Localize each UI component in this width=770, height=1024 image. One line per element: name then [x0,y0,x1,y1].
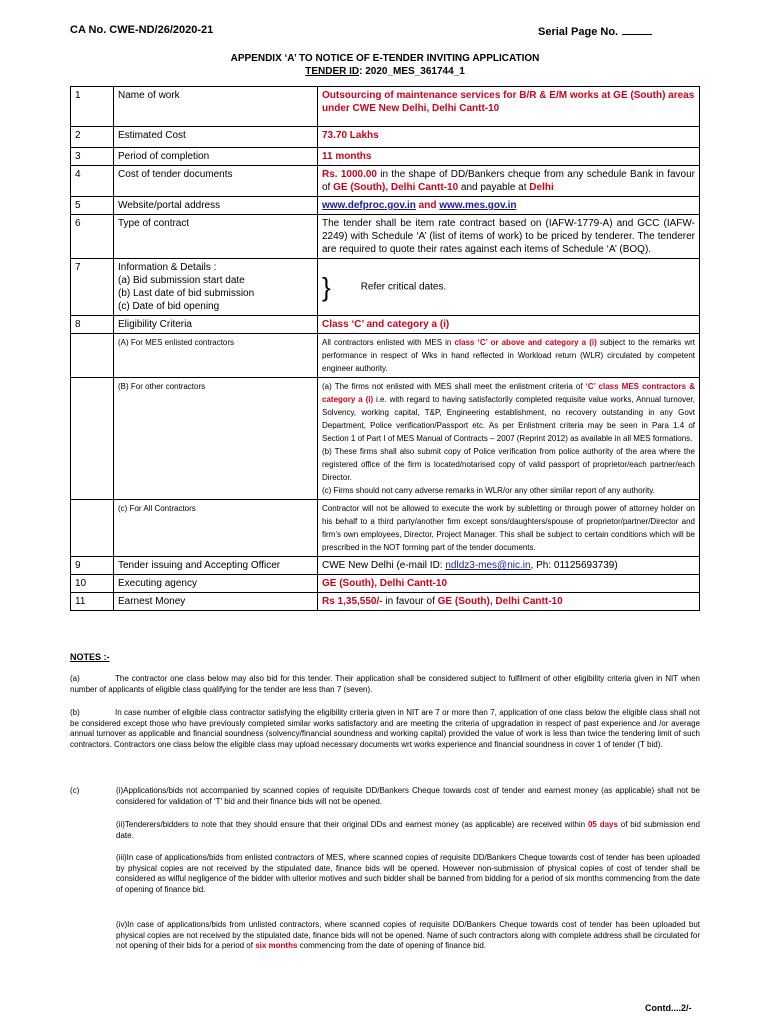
earnest-money: Rs 1,35,550/- in favour of GE (South), Delhi Cantt-10 [318,593,700,611]
eligibility-criteria: Class ‘C’ and category a (i) [318,316,700,334]
table-row: 6 Type of contract The tender shall be item rate contract based on (IAFW-1779-A) and GCC (IAFW-2249) with Schedule ‘A’ (list of items of work) to be priced by tenderer. The tenderer are required to quote their rates against each items of Schedule ‘A’ (BOQ). [71,215,700,259]
serial-page-number: Serial Page No. [538,24,652,38]
executing-agency: GE (South), Delhi Cantt-10 [318,575,700,593]
brace-icon: } [322,272,331,302]
ca-number: CA No. CWE-ND/26/2020-21 [70,24,214,36]
critical-dates: } Refer critical dates. [318,259,700,316]
name-of-work: Outsourcing of maintenance services for B/R & E/M works at GE (South) areas under CWE New Delhi, Delhi Cantt-10 [318,87,700,127]
table-row: 2 Estimated Cost 73.70 Lakhs [71,127,700,148]
note-b: (b) In case number of eligible class contractor satisfying the eligibility criteria given in NIT are 7 or more than 7, application of one class below the eligible class shall not be considered except those who have previously completed similar works satisfactory and are meeting the criteria of upgradation in respect of past experience and /or average annual turnover as applicable and financial soundness (solvency/financial soundness and working capital) provided the value of work is less than twice the tendering limit of such contractors. Contractors one class below the eligible class may upload necessary documents wrt works experience and financial soundness in cover 1 of tender (T bid). [70,708,700,749]
mes-link[interactable]: www.mes.gov.in [439,200,517,211]
note-c-i: (i)Applications/bids not accompanied by scanned copies of requisite DD/Bankers Cheque towards cost of tender and earnest money (as applicable) shall not be considered for validation of ‘T’ bid and their finance bids will not be opened. [116,786,700,806]
serial-blank [622,24,652,35]
table-row: 10 Executing agency GE (South), Delhi Cantt-10 [71,575,700,593]
table-row: 1 Name of work Outsourcing of maintenance services for B/R & E/M works at GE (South) areas under CWE New Delhi, Delhi Cantt-10 [71,87,700,127]
tender-id: TENDER ID: 2020_MES_361744_1 [305,66,465,77]
mes-enlisted-criteria: All contractors enlisted with MES in class ‘C’ or above and category a (i) subject to the remarks wrt performance in respect of Wks in hand reflected in Workload return (WLR) circulated by competent engineer authority. [318,334,700,378]
note-c-iii: (iii)In case of applications/bids from enlisted contractors of MES, where scanned copies of requisite DD/Bankers Cheque towards cost of tender has been uploaded by physical copies are not received by the stipulated date, finance bids will be opened. However non-submission of physical copies of cost of tender shall be considered as wilful negligence of the bidder with ulterior motives and such bidder shall be banned from bidding for a period of six months commencing from the date of opening of finance bid. [116,853,700,894]
notes-heading: NOTES :- [70,652,110,662]
cost-of-tender-documents: Rs. 1000.00 in the shape of DD/Bankers cheque from any schedule Bank in favour of GE (South), Delhi Cantt-10 and payable at Delhi [318,166,700,197]
tender-details-table [70,86,700,611]
accepting-officer: CWE New Delhi (e-mail ID: ndldz3-mes@nic.in, Ph: 01125693739) [318,557,700,575]
estimated-cost: 73.70 Lakhs [318,127,700,148]
table-row: (B) For other contractors (a) The firms not enlisted with MES shall meet the enlistment criteria of ‘C’ class MES contractors & category a (i) i.e. with regard to having satisfactorily completed requisite value works, Annual turnover, Solvency, working capital, T&P, Engineering establishment, no recovery outstanding in any Govt Department, Police verification/Passport etc. As per Enlistment criteria may be seen in Para 1.4 of Section 1 of Part I of MES Manual of Contracts – 2007 (Reprint 2012) as available in all MES formations. (b) These firms shall also submit copy of Police verification from police authority of the area where the registered office of the firm is located/notarised copy of valid passport of proprietor/each partner/each Director. (c) Firms should not carry adverse remarks in WLR/or any other similar report of any authority. [71,378,700,500]
table-row: 3 Period of completion 11 months [71,148,700,166]
note-a: (a) The contractor one class below may also bid for this tender. Their application shall be considered subject to fulfilment of other eligibility criteria given in NIT when number of applicants of eligible class qualifying for the tender are less than 7 (seven). [70,674,700,694]
table-row: 7 Information & Details : (a) Bid submission start date (b) Last date of bid submission (c) Date of bid opening } Refer critical dates. [71,259,700,316]
website-address: www.defproc.gov.in and www.mes.gov.in [318,197,700,215]
table-row: 8 Eligibility Criteria Class ‘C’ and category a (i) [71,316,700,334]
all-contractors-criteria: Contractor will not be allowed to execute the work by subletting or through power of attorney holder on his behalf to a third party/another firm except sons/daughters/spouse of proprietor/partner/Director and firm’s own employees, Director, Project Manager. This shall be subject to certain conditions which will be prescribed in the NOT forming part of the tender documents. [318,500,700,557]
appendix-title: APPENDIX ‘A’ TO NOTICE OF E-TENDER INVITING APPLICATION [230,53,540,64]
table-row: 9 Tender issuing and Accepting Officer CWE New Delhi (e-mail ID: ndldz3-mes@nic.in, Ph: 01125693739) [71,557,700,575]
period-of-completion: 11 months [318,148,700,166]
table-row: 11 Earnest Money Rs 1,35,550/- in favour of GE (South), Delhi Cantt-10 [71,593,700,611]
note-c-key: (c) [70,786,80,795]
type-of-contract: The tender shall be item rate contract based on (IAFW-1779-A) and GCC (IAFW-2249) with Schedule ‘A’ (list of items of work) to be priced by tenderer. The tenderer are required to quote their rates against each items of Schedule ‘A’ (BOQ). [318,215,700,259]
other-contractors-criteria: (a) The firms not enlisted with MES shall meet the enlistment criteria of ‘C’ class MES contractors & category a (i) i.e. with regard to having satisfactorily completed requisite value works, Annual turnover, Solvency, working capital, T&P, Engineering establishment, no recovery outstanding in any Govt Department, Police verification/Passport etc. As per Enlistment criteria may be seen in Para 1.4 of Section 1 of Part I of MES Manual of Contracts – 2007 (Reprint 2012) as available in all MES formations. (b) These firms shall also submit copy of Police verification from police authority of the area where the registered office of the firm is located/notarised copy of valid passport of proprietor/each partner/each Director. (c) Firms should not carry adverse remarks in WLR/or any other similar report of any authority. [318,378,700,500]
continued-marker: Contd....2/- [645,1003,692,1013]
table-row: 4 Cost of tender documents Rs. 1000.00 in the shape of DD/Bankers cheque from any schedule Bank in favour of GE (South), Delhi Cantt-10 and payable at Delhi [71,166,700,197]
table-row: (c) For All Contractors Contractor will not be allowed to execute the work by subletting or through power of attorney holder on his behalf to a third party/another firm except sons/daughters/spouse of proprietor/partner/Director and firm’s own employees, Director, Project Manager. This shall be subject to certain conditions which will be prescribed in the NOT forming part of the tender documents. [71,500,700,557]
defproc-link[interactable]: www.defproc.gov.in [322,200,416,211]
note-c-ii: (ii)Tenderers/bidders to note that they should ensure that their original DDs and earnest money (as applicable) are received within 05 days of bid submission end date. [116,820,700,840]
email-link[interactable]: ndldz3-mes@nic.in [445,560,531,571]
table-row: (A) For MES enlisted contractors All contractors enlisted with MES in class ‘C’ or above and category a (i) subject to the remarks wrt performance in respect of Wks in hand reflected in Workload return (WLR) circulated by competent engineer authority. [71,334,700,378]
note-c-iv: (iv)In case of applications/bids from unlisted contractors, where scanned copies of requisite DD/Bankers Cheque towards cost of tender has been uploaded but physical copies are not received by the stipulated date, finance bids will not be opened. Name of such contractors along with complete address shall be circulated for not opening of their bids for a period of six months commencing from the date of opening of finance bid. [116,920,700,950]
table-row: 5 Website/portal address www.defproc.gov.in and www.mes.gov.in [71,197,700,215]
